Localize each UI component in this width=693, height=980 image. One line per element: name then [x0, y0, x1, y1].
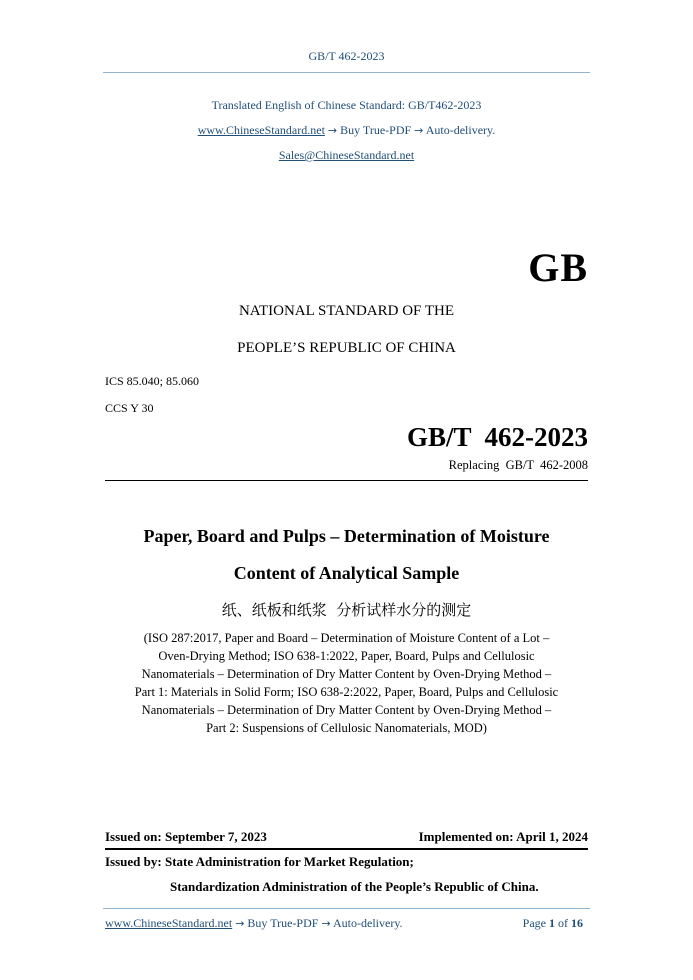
- issued-by-line-1: Issued by: State Administration for Market Regulation;: [105, 854, 414, 869]
- title-en-line-1: Paper, Board and Pulps – Determination of Moisture: [143, 526, 550, 546]
- ccs-code: CCS Y 30: [105, 401, 154, 415]
- gb-mark: GB: [528, 245, 588, 290]
- ics-code: ICS 85.040; 85.060: [105, 374, 200, 388]
- running-header: GB/T 462-2023: [308, 49, 385, 63]
- title-en-line-2: Content of Analytical Sample: [233, 563, 460, 583]
- implemented-on: Implemented on: April 1, 2024: [418, 829, 588, 844]
- issue-rule: [105, 848, 588, 850]
- page-current: 1: [549, 916, 555, 930]
- footer-buy-text: Buy True-PDF: [247, 916, 319, 930]
- footer-rule: [103, 908, 590, 909]
- replacing-note: Replacing GB/T 462-2008: [448, 458, 588, 472]
- promo-arrow-1-icon: →: [327, 124, 338, 137]
- issued-on: Issued on: September 7, 2023: [105, 829, 267, 844]
- iso-reference-line: Oven-Drying Method; ISO 638-1:2022, Paper, Board, Pulps and Cellulosic: [158, 649, 535, 663]
- iso-reference-line: Part 2: Suspensions of Cellulosic Nanomaterials, MOD): [206, 721, 487, 735]
- iso-reference-line: (ISO 287:2017, Paper and Board – Determination of Moisture Content of a Lot –: [143, 631, 550, 645]
- footer-arrow-1-icon: →: [235, 917, 245, 930]
- national-standard-line-2: PEOPLE’S REPUBLIC OF CHINA: [237, 340, 456, 356]
- footer-delivery-text: Auto-delivery.: [333, 916, 403, 930]
- iso-reference-line: Nanomaterials – Determination of Dry Matter Content by Oven-Drying Method –: [141, 703, 552, 717]
- footer-site-link[interactable]: www.ChineseStandard.net: [105, 916, 233, 930]
- promo-delivery-text: Auto-delivery.: [425, 123, 496, 137]
- standard-number: GB/T 462-2023: [406, 422, 588, 452]
- promo-arrow-2-icon: →: [414, 124, 424, 137]
- issued-by-line-2: Standardization Administration of the People’s Republic of China.: [170, 879, 539, 894]
- title-zh: 纸、纸板和纸浆 分析试样水分的测定: [221, 601, 472, 619]
- iso-reference-line: Nanomaterials – Determination of Dry Matter Content by Oven-Drying Method –: [141, 667, 552, 681]
- promo-translated-line: Translated English of Chinese Standard: GB/T462-2023: [211, 98, 482, 112]
- footer-links-line: [105, 916, 403, 931]
- iso-reference-line: Part 1: Materials in Solid Form; ISO 638-2:2022, Paper, Board, Pulps and Cellulosic: [134, 685, 559, 699]
- iso-reference-block: [60, 629, 633, 737]
- footer-arrow-2-icon: →: [321, 917, 331, 930]
- promo-email-link[interactable]: Sales@ChineseStandard.net: [278, 148, 415, 162]
- standard-number-rule: [105, 480, 588, 481]
- national-standard-line-1: NATIONAL STANDARD OF THE: [238, 303, 455, 319]
- page-of: of: [558, 916, 568, 930]
- promo-site-link[interactable]: www.ChineseStandard.net: [197, 123, 325, 137]
- page-label: Page: [522, 916, 546, 930]
- promo-links-line: [0, 123, 693, 138]
- promo-buy-text: Buy True-PDF: [340, 123, 412, 137]
- promo-email-line: [0, 148, 693, 163]
- page-total: 16: [571, 916, 583, 930]
- page-indicator: [523, 916, 583, 931]
- header-rule: [103, 72, 590, 73]
